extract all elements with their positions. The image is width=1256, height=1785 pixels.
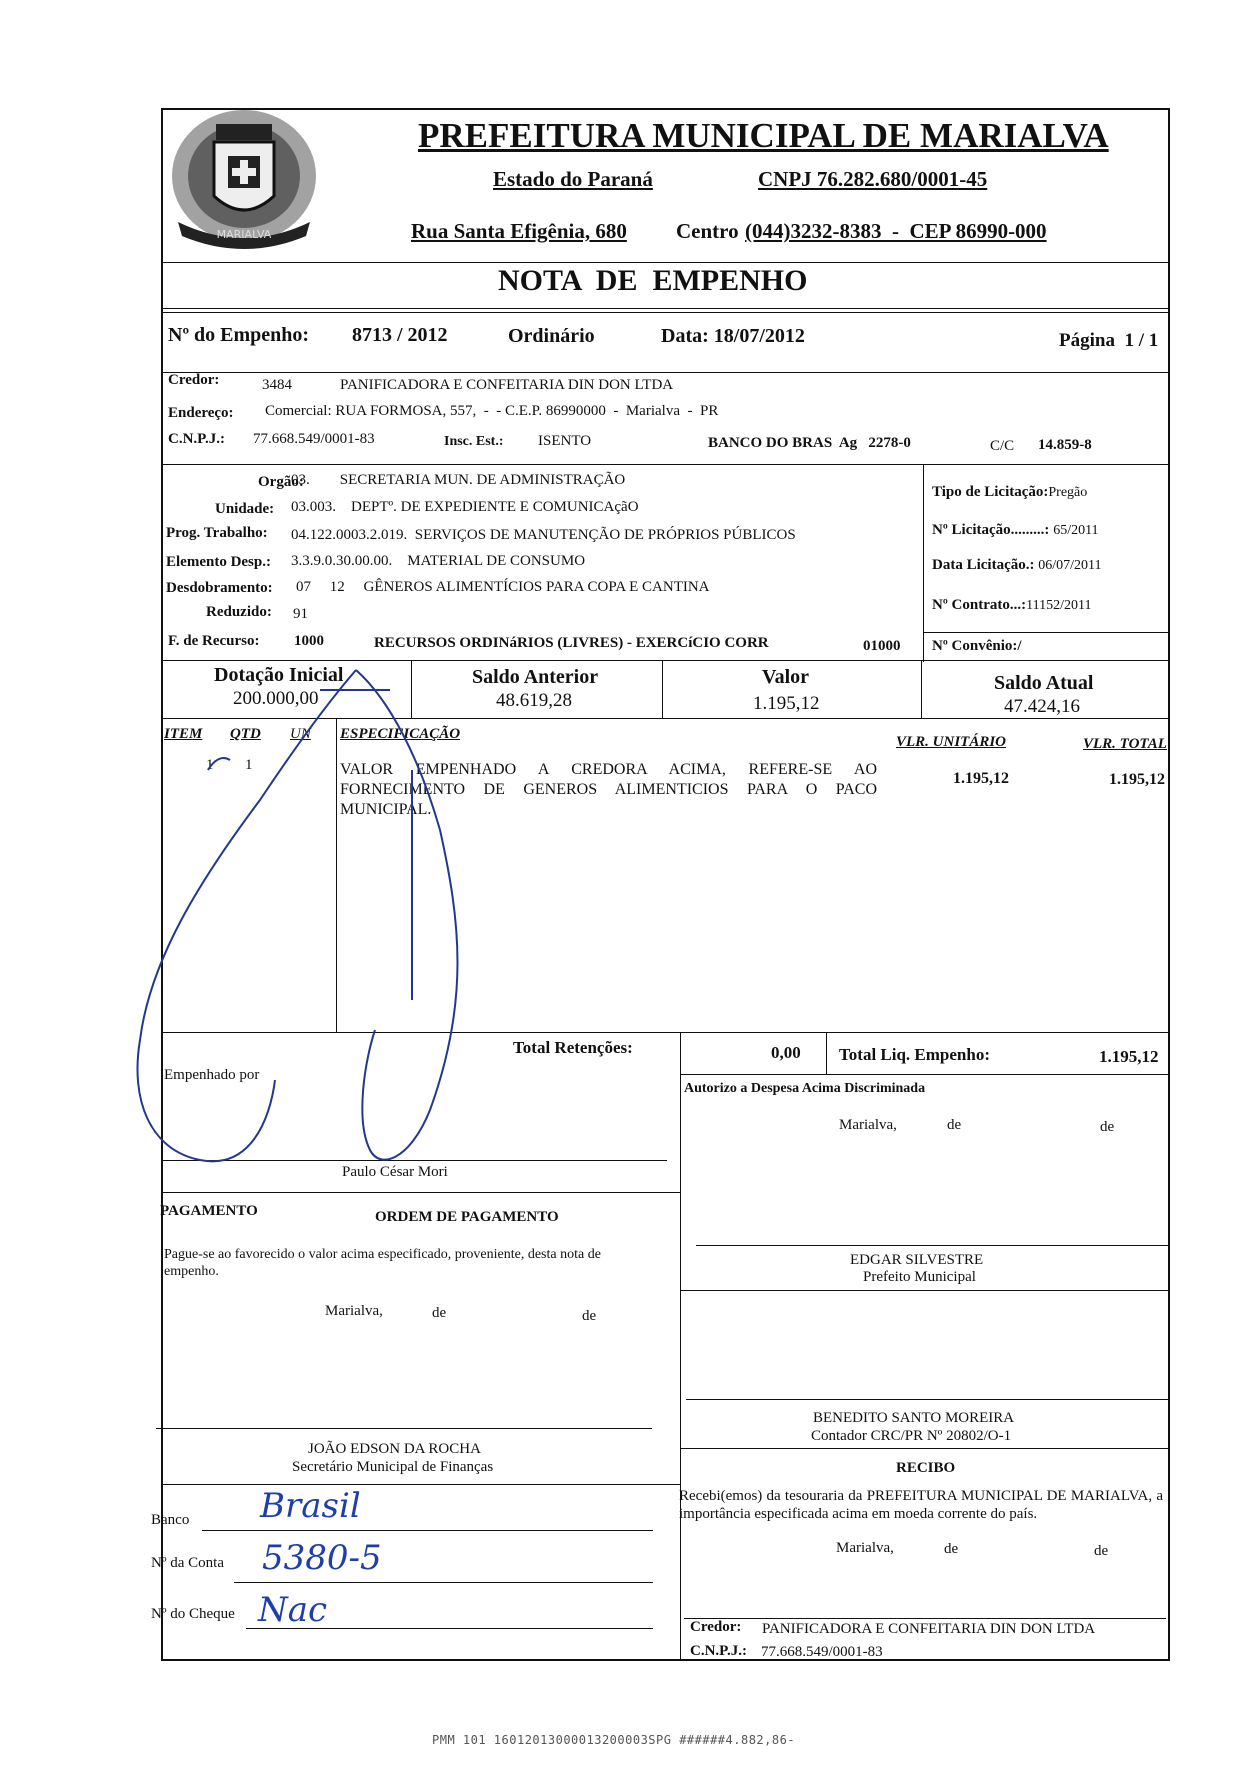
pagamento-city: Marialva, bbox=[325, 1303, 383, 1319]
elemento-value: 3.3.9.0.30.00.00. MATERIAL DE CONSUMO bbox=[291, 553, 586, 569]
contador-name: BENEDITO SANTO MOREIRA bbox=[813, 1410, 1015, 1426]
item-number: 1 bbox=[206, 757, 214, 773]
desdobramento-label: Desdobramento: bbox=[166, 580, 273, 596]
recibo-credor-label: Credor: bbox=[690, 1619, 742, 1635]
pagamento-label: PAGAMENTO bbox=[160, 1203, 258, 1219]
recibo-city: Marialva, bbox=[836, 1540, 894, 1556]
licitacao-date-label: Data Licitação.: bbox=[932, 557, 1035, 573]
empenhado-por-name: Paulo César Mori bbox=[342, 1164, 448, 1180]
pague-se-text: Pague-se ao favorecido o valor acima especificado, proveniente, desta nota de empenho. bbox=[164, 1247, 601, 1279]
dotacao-value: 200.000,00 bbox=[233, 688, 319, 709]
autorizo-de-1: de bbox=[947, 1117, 962, 1133]
autorizo-label: Autorizo a Despesa Acima Discriminada bbox=[684, 1081, 926, 1096]
item-total-value: 1.195,12 bbox=[1109, 771, 1165, 788]
recurso-number: 01000 bbox=[863, 638, 901, 654]
orgao-label: Orgão: bbox=[258, 474, 304, 490]
document-title: NOTA DE EMPENHO bbox=[498, 264, 808, 297]
contador-title: Contador CRC/PR Nº 20802/O-1 bbox=[811, 1428, 1012, 1444]
header-street: Rua Santa Efigênia, 680 bbox=[411, 219, 627, 243]
recurso-code: 1000 bbox=[294, 633, 324, 649]
banco-label: Banco bbox=[151, 1512, 190, 1528]
insc-label: Insc. Est.: bbox=[444, 434, 504, 449]
retencoes-label: Total Retenções: bbox=[513, 1038, 633, 1057]
reduzido-value: 91 bbox=[293, 606, 308, 622]
prefeito-name: EDGAR SILVESTRE bbox=[850, 1252, 984, 1268]
pagamento-de-2: de bbox=[582, 1308, 597, 1324]
page-number: Página 1 / 1 bbox=[1059, 330, 1159, 351]
empenho-number-label: Nº do Empenho: bbox=[168, 324, 310, 346]
licitacao-date-value: 06/07/2011 bbox=[1038, 558, 1102, 573]
unidade-label: Unidade: bbox=[215, 501, 275, 517]
empenhado-por-label: Empenhado por bbox=[164, 1067, 260, 1083]
desdobramento-value: 07 12 GÊNEROS ALIMENTÍCIOS PARA COPA E CANTINA bbox=[296, 579, 710, 595]
recibo-credor-name: PANIFICADORA E CONFEITARIA DIN DON LTDA bbox=[762, 1621, 1096, 1637]
footer-code: PMM 101 16012013000013200003SPG ######4.882,86- bbox=[432, 1733, 796, 1747]
cheque-handwritten: Nac bbox=[258, 1590, 328, 1630]
empenho-type: Ordinário bbox=[508, 325, 595, 347]
licitacao-number-value: 65/2011 bbox=[1053, 523, 1099, 538]
orgao-value: 03. SECRETARIA MUN. DE ADMINISTRAÇÃO bbox=[291, 472, 626, 488]
recibo-de-2: de bbox=[1094, 1543, 1109, 1559]
saldo-atual-label: Saldo Atual bbox=[994, 672, 1094, 694]
saldo-atual-value: 47.424,16 bbox=[1004, 696, 1080, 717]
prefeito-title: Prefeito Municipal bbox=[863, 1269, 976, 1285]
liquido-value: 1.195,12 bbox=[1099, 1047, 1159, 1066]
pagamento-de-1: de bbox=[432, 1305, 447, 1321]
dotacao-label: Dotação Inicial bbox=[214, 664, 344, 686]
cc-label: C/C bbox=[990, 438, 1015, 454]
credor-insc: ISENTO bbox=[538, 433, 592, 449]
banco-handwritten: Brasil bbox=[260, 1486, 361, 1526]
elemento-label: Elemento Desp.: bbox=[166, 554, 271, 570]
contrato-label: Nº Contrato...: bbox=[932, 597, 1027, 613]
prog-label: Prog. Trabalho: bbox=[166, 525, 268, 541]
licitacao-type-value: Pregão bbox=[1048, 485, 1088, 500]
header-cnpj: CNPJ 76.282.680/0001-45 bbox=[758, 167, 988, 191]
credor-code: 3484 bbox=[262, 377, 292, 393]
address-label: Endereço: bbox=[168, 405, 234, 421]
saldo-anterior-value: 48.619,28 bbox=[496, 690, 572, 711]
secretario-title: Secretário Municipal de Finanças bbox=[292, 1459, 494, 1475]
items-header-qtd: QTD bbox=[230, 726, 261, 742]
autorizo-de-2: de bbox=[1100, 1119, 1115, 1135]
header-neighborhood: Centro bbox=[676, 219, 739, 243]
prog-value: 04.122.0003.2.019. SERVIÇOS DE MANUTENÇÃO DE PRÓPRIOS PÚBLICOS bbox=[291, 527, 796, 543]
retencoes-value: 0,00 bbox=[771, 1043, 801, 1062]
credor-address: Comercial: RUA FORMOSA, 557, - - C.E.P. 86990000 - Marialva - PR bbox=[265, 403, 719, 419]
recibo-cnpj: 77.668.549/0001-83 bbox=[761, 1644, 883, 1660]
secretario-name: JOÃO EDSON DA ROCHA bbox=[308, 1441, 481, 1457]
item-qty: 1 bbox=[245, 757, 253, 773]
recibo-text: Recebi(emos) da tesouraria da PREFEITURA MUNICIPAL DE MARIALVA, a importância especificada acima em moeda corrente do país. bbox=[679, 1488, 1163, 1522]
credor-name: PANIFICADORA E CONFEITARIA DIN DON LTDA bbox=[340, 377, 674, 393]
recurso-name: RECURSOS ORDINáRIOS (LIVRES) - EXERCíCIO CORR bbox=[374, 635, 769, 651]
licitacao-number-label: Nº Licitação.........: bbox=[932, 522, 1050, 538]
item-spec: VALOR EMPENHADO A CREDORA ACIMA, REFERE-SE AO FORNECIMENTO DE GENEROS ALIMENTICIOS PARA O PACO MUNICIPAL. bbox=[340, 761, 877, 818]
conta-label: Nº da Conta bbox=[151, 1555, 224, 1571]
recibo-cnpj-label: C.N.P.J.: bbox=[690, 1643, 747, 1659]
items-header-unit: VLR. UNITÁRIO bbox=[896, 734, 1007, 750]
reduzido-label: Reduzido: bbox=[206, 604, 272, 620]
valor-label: Valor bbox=[762, 666, 810, 688]
credor-cnpj: 77.668.549/0001-83 bbox=[253, 431, 375, 447]
contrato-value: 11152/2011 bbox=[1026, 598, 1092, 613]
valor-value: 1.195,12 bbox=[753, 693, 820, 714]
empenho-number: 8713 / 2012 bbox=[352, 324, 448, 346]
licitacao-type-label-text: Tipo de Licitação: bbox=[932, 484, 1049, 500]
items-header-spec: ESPECIFICAÇÃO bbox=[340, 726, 461, 742]
recurso-label: F. de Recurso: bbox=[168, 633, 260, 649]
convenio-label: Nº Convênio:/ bbox=[932, 638, 1022, 654]
autorizo-city: Marialva, bbox=[839, 1117, 897, 1133]
conta-handwritten: 5380-5 bbox=[262, 1538, 382, 1578]
crest-ribbon-text: MARIALVA bbox=[216, 228, 272, 241]
cheque-label: Nº do Cheque bbox=[151, 1606, 235, 1622]
saldo-anterior-label: Saldo Anterior bbox=[472, 666, 599, 688]
recibo-de-1: de bbox=[944, 1541, 959, 1557]
ordem-pagamento-label: ORDEM DE PAGAMENTO bbox=[375, 1209, 559, 1225]
items-header-total: VLR. TOTAL bbox=[1083, 736, 1167, 752]
items-header-un: UN bbox=[290, 726, 311, 742]
header-state: Estado do Paraná bbox=[493, 167, 653, 191]
liquido-label: Total Liq. Empenho: bbox=[839, 1045, 990, 1064]
credor-cc: 14.859-8 bbox=[1038, 437, 1092, 453]
item-unit-value: 1.195,12 bbox=[953, 770, 1009, 787]
credor-bank: BANCO DO BRAS Ag 2278-0 bbox=[708, 435, 911, 451]
cnpj-label: C.N.P.J.: bbox=[168, 431, 225, 447]
recibo-label: RECIBO bbox=[896, 1460, 956, 1476]
header-title: PREFEITURA MUNICIPAL DE MARIALVA bbox=[418, 116, 1109, 155]
header-phone-cep: (044)3232-8383 - CEP 86990-000 bbox=[745, 219, 1047, 243]
credor-label: Credor: bbox=[168, 372, 220, 388]
items-header-item: ITEM bbox=[164, 726, 203, 742]
unidade-value: 03.003. DEPTº. DE EXPEDIENTE E COMUNICAçãO bbox=[291, 499, 639, 515]
empenho-date: Data: 18/07/2012 bbox=[661, 325, 805, 347]
